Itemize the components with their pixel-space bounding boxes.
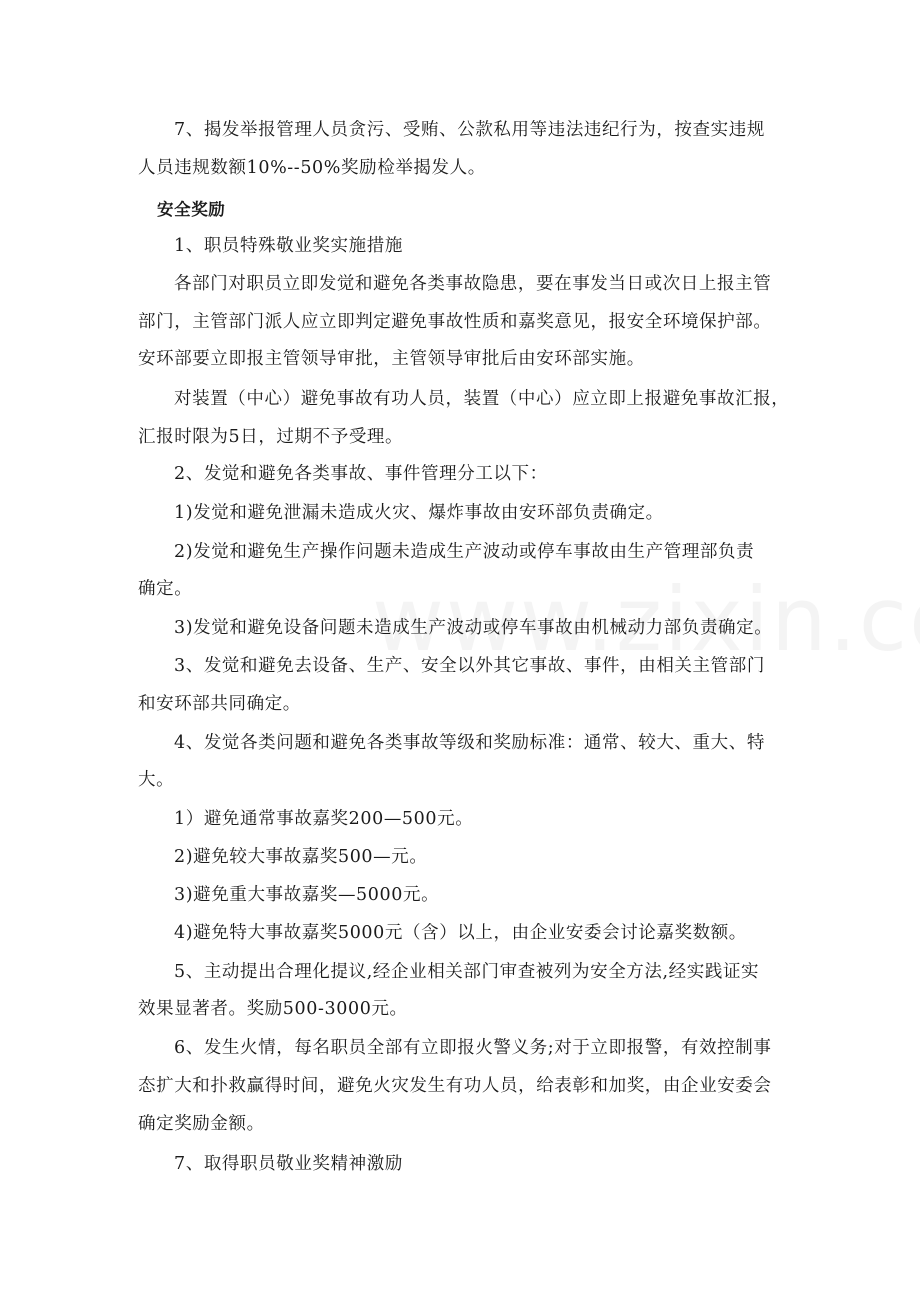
paragraph-line: 确定奖励金额。 <box>138 1114 265 1134</box>
section-heading: 安全奖励 <box>157 200 226 219</box>
paragraph-line: 4)避免特大事故嘉奖5000元（含）以上，由企业安委会讨论嘉奖数额。 <box>174 923 747 943</box>
paragraph-line: 1、职员特殊敬业奖实施措施 <box>174 236 403 256</box>
paragraph-line: 对装置（中心）避免事故有功人员，装置（中心）应立即上报避免事故汇报， <box>174 389 790 409</box>
paragraph-line: 2)发觉和避免生产操作问题未造成生产波动或停车事故由生产管理部负责 <box>174 542 755 562</box>
paragraph-line: 1)发觉和避免泄漏未造成火灾、爆炸事故由安环部负责确定。 <box>174 503 664 523</box>
paragraph-line: 7、揭发举报管理人员贪污、受贿、公款私用等违法违纪行为，按查实违规 <box>174 120 765 140</box>
paragraph-line: 7、取得职员敬业奖精神激励 <box>174 1154 403 1174</box>
paragraph-line: 6、发生火情，每名职员全部有立即报火警义务;对于立即报警，有效控制事 <box>174 1038 772 1058</box>
paragraph-line: 1）避免通常事故嘉奖200—500元。 <box>174 809 474 829</box>
paragraph-line: 4、发觉各类问题和避免各类事故等级和奖励标准：通常、较大、重大、特 <box>174 733 765 753</box>
paragraph-line: 汇报时限为5日，过期不予受理。 <box>138 427 404 447</box>
paragraph-line: 3)发觉和避免设备问题未造成生产波动或停车事故由机械动力部负责确定。 <box>174 618 773 638</box>
paragraph-line: 安环部要立即报主管领导审批，主管领导审批后由安环部实施。 <box>138 349 645 369</box>
paragraph-line: 2、发觉和避免各类事故、事件管理分工以下： <box>174 464 548 484</box>
paragraph-line: 部门，主管部门派人应立即判定避免事故性质和嘉奖意见，报安全环境保护部。 <box>138 312 772 332</box>
paragraph-line: 人员违规数额10%--50%奖励检举揭发人。 <box>138 158 486 178</box>
paragraph-line: 5、主动提出合理化提议,经企业相关部门审查被列为安全方法,经实践证实 <box>174 962 760 982</box>
paragraph-line: 3、发觉和避免去设备、生产、安全以外其它事故、事件，由相关主管部门 <box>174 656 765 676</box>
paragraph-line: 各部门对职员立即发觉和避免各类事故隐患，要在事发当日或次日上报主管 <box>174 274 772 294</box>
paragraph-line: 确定。 <box>138 579 193 599</box>
paragraph-line: 大。 <box>138 770 175 790</box>
paragraph-line: 态扩大和扑救赢得时间，避免火灾发生有功人员，给表彰和加奖，由企业安委会 <box>138 1076 772 1096</box>
paragraph-line: 3)避免重大事故嘉奖—5000元。 <box>174 885 440 905</box>
paragraph-line: 效果显著者。奖励500-3000元。 <box>138 999 408 1019</box>
paragraph-line: 和安环部共同确定。 <box>138 694 301 714</box>
paragraph-line: 2)避免较大事故嘉奖500—元。 <box>174 847 428 867</box>
